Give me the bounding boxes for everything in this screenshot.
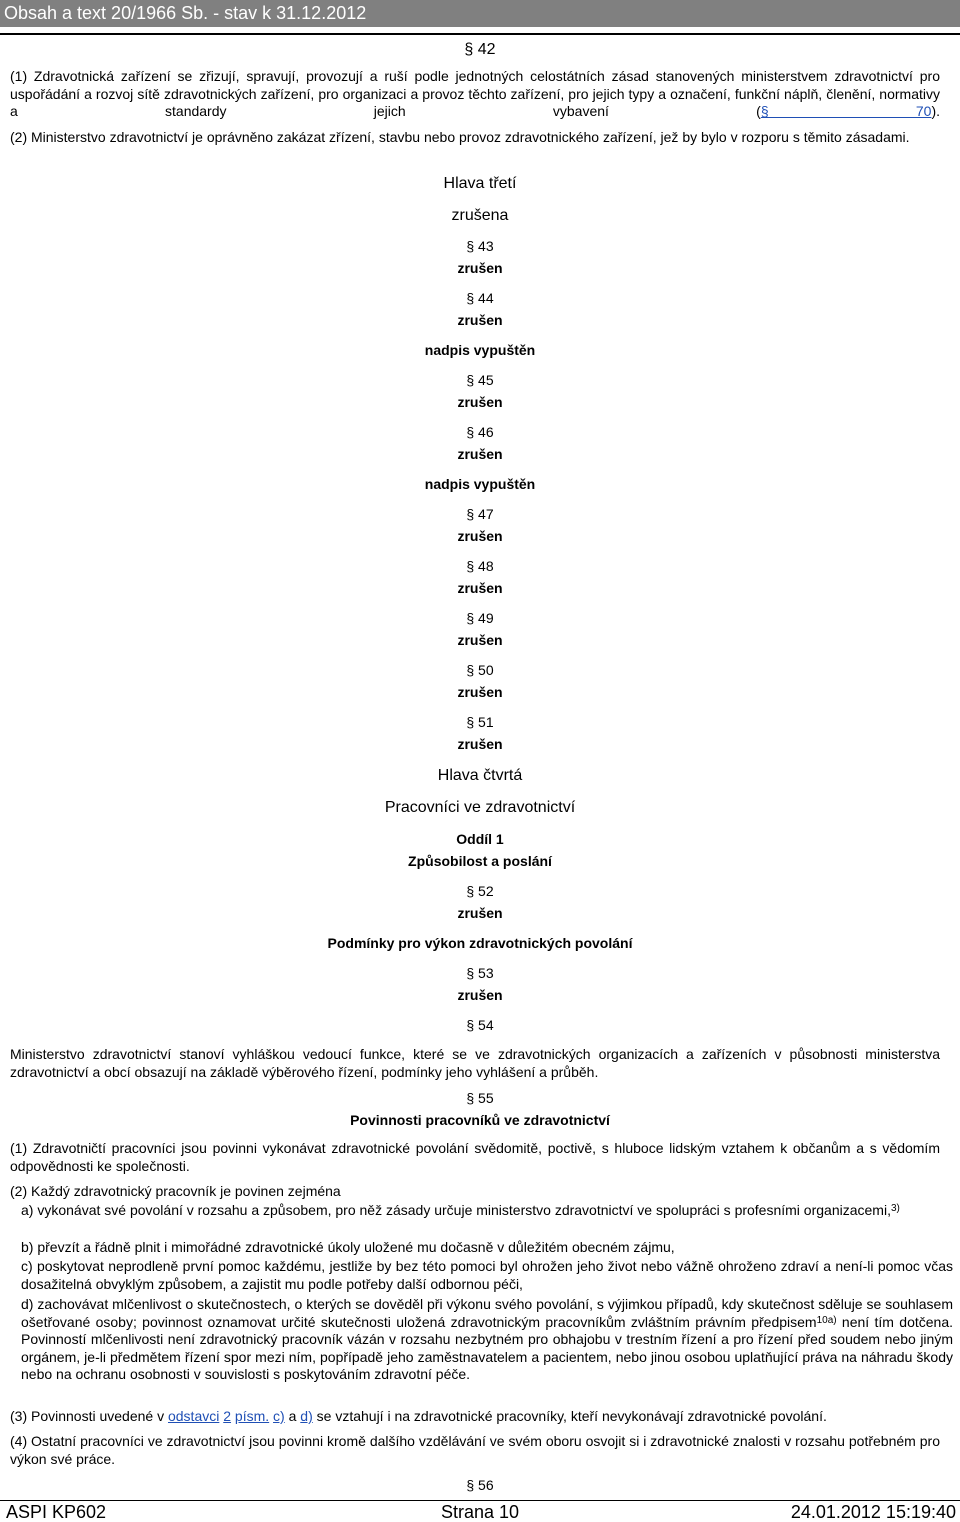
section-link[interactable]: § 70 [760, 103, 932, 119]
paragraph: (2) Ministerstvo zdravotnictví je oprávněno zakázat zřízení, stavbu nebo provoz zdravotnického zařízení, jež by bylo v rozporu s těmito zásadami. [10, 129, 910, 145]
repealed-label: zrušen [457, 580, 503, 596]
link-pismeno-d[interactable]: d) [300, 1408, 313, 1424]
link-pismeno[interactable]: písm. [234, 1408, 270, 1424]
link-odstavec[interactable]: odstavci [167, 1408, 220, 1424]
heading-removed-label: nadpis vypuštěn [424, 342, 536, 358]
link-odstavec-number[interactable]: 2 [223, 1408, 232, 1424]
section-heading: § 43 [466, 238, 494, 254]
section-heading: § 52 [466, 883, 494, 899]
section-heading: § 53 [466, 965, 494, 981]
paragraph [10, 68, 940, 121]
list-item-text: d) zachovávat mlčenlivost o skutečnostech, o kterých se dověděl při výkonu svého povolání, s výjimkou případů, kdy skutečnost sděluje se souhlasem ošetřované osoby; povinnost oznamovat určité skutečnosti uložená zdravotnickým pracovníkům zvláštním právním předpisem [21, 1296, 953, 1330]
list-item [21, 1202, 953, 1220]
footer-source: ASPI KP602 [6, 1502, 107, 1522]
chapter-title: Hlava čtvrtá [437, 767, 523, 784]
section-heading: § 51 [466, 714, 494, 730]
chapter-status: zrušena [451, 207, 509, 224]
section-heading: § 44 [466, 290, 494, 306]
chapter-title: Hlava třetí [443, 175, 517, 192]
footer-divider [0, 1500, 960, 1501]
list-item [21, 1296, 953, 1384]
section-heading: § 54 [466, 1017, 494, 1033]
repealed-label: zrušen [457, 528, 503, 544]
section-title: Povinnosti pracovníků ve zdravotnictví [350, 1112, 610, 1128]
subheading: Podmínky pro výkon zdravotnických povolání [327, 935, 633, 951]
section-heading: § 47 [466, 506, 494, 522]
list-item: b) převzít a řádně plnit i mimořádné zdravotnické úkoly uložené mu dočasně v důležitém obecném zájmu, [21, 1239, 675, 1255]
paragraph-text: (1) Zdravotnická zařízení se zřizují, spravují, provozují a ruší podle jednotných celostátních zásad stanovených ministerstvem zdravotnictví pro uspořádání a rozvoj sítě zdravotnických zařízení, pro organizaci a provoz těchto zařízení, pro jejich typy a označení, funkční náplň, členění, normativy a standardy jejich vybavení ( [10, 68, 940, 119]
paragraph [10, 1408, 940, 1426]
paragraph-text: se vztahují i na zdravotnické pracovníky, kteří nevykonávají zdravotnické povolání. [312, 1408, 827, 1424]
section-heading: § 55 [466, 1090, 494, 1106]
chapter-subtitle: Pracovníci ve zdravotnictví [384, 799, 576, 816]
paragraph: (1) Zdravotničtí pracovníci jsou povinni vykonávat zdravotnické povolání svědomitě, poctivě, s hluboce lidským vztahem k občanům a s vědomím odpovědnosti ke společnosti. [10, 1140, 940, 1174]
heading-removed-label: nadpis vypuštěn [424, 476, 536, 492]
paragraph-text: ). [931, 103, 940, 119]
section-heading: § 50 [466, 662, 494, 678]
repealed-label: zrušen [457, 987, 503, 1003]
footnote-ref[interactable]: 10a) [816, 1314, 837, 1326]
section-heading: § 42 [464, 41, 496, 58]
section-heading: § 49 [466, 610, 494, 626]
repealed-label: zrušen [457, 446, 503, 462]
section-heading: § 56 [466, 1477, 494, 1493]
footer-timestamp: 24.01.2012 15:19:40 [790, 1502, 956, 1522]
paragraph-text: (3) Povinnosti uvedené v [10, 1408, 168, 1424]
list-item-text: a) vykonávat své povolání v rozsahu a způsobem, pro něž zásady určuje ministerstvo zdravotnictví ve spolupráci s profesními organizacemi, [21, 1202, 891, 1218]
repealed-label: zrušen [457, 632, 503, 648]
repealed-label: zrušen [457, 260, 503, 276]
section-heading: § 46 [466, 424, 494, 440]
list-item-text: není tím dotčena. Povinností mlčenlivosti není zdravotnický pracovník vázán v rozsahu nezbytném pro obhajobu v trestním řízení a pro řízení před soudem nebo jiným orgánem, je-li předmětem řízení spor mezi ním, popřípadě jeho zaměstnavatelem a pacientem, nebo jinou osobou uplatňující práva na náhradu škody nebo na ochranu osobnosti v souvislosti s poskytováním zdravotní péče. [21, 1313, 953, 1382]
list-item: c) poskytovat neprodleně první pomoc každému, jestliže by bez této pomoci byl ohrožen jeho život nebo vážně ohroženo zdraví a není-li pomoc včas dosažitelná obvyklým způsobem, a zajistit mu podle potřeby další odbornou péči, [21, 1258, 953, 1292]
paragraph: (2) Každý zdravotnický pracovník je povinen zejména [10, 1183, 341, 1199]
paragraph: (4) Ostatní pracovníci ve zdravotnictví jsou povinni kromě dalšího vzdělávání ve svém oboru osvojit si i zdravotnické znalosti v rozsahu potřebném pro výkon své práce. [10, 1433, 940, 1467]
paragraph: Ministerstvo zdravotnictví stanoví vyhláškou vedoucí funkce, které se ve zdravotnických organizacích a zařízeních v působnosti ministerstva zdravotnictví a obcí obsazují na základě výběrového řízení, podmínky jeho vyhlášení a průběh. [10, 1046, 940, 1080]
section-heading: § 48 [466, 558, 494, 574]
repealed-label: zrušen [457, 394, 503, 410]
section-heading: § 45 [466, 372, 494, 388]
repealed-label: zrušen [457, 312, 503, 328]
paragraph-text: a [284, 1408, 301, 1424]
repealed-label: zrušen [457, 736, 503, 752]
link-pismeno-c[interactable]: c) [273, 1408, 285, 1424]
footnote-ref[interactable]: 3) [890, 1203, 900, 1214]
footer-page-number: Strana 10 [440, 1502, 520, 1522]
division-number: Oddíl 1 [456, 831, 504, 847]
repealed-label: zrušen [457, 684, 503, 700]
document-title: Obsah a text 20/1966 Sb. - stav k 31.12.2012 [4, 3, 367, 23]
repealed-label: zrušen [457, 905, 503, 921]
division-title: Způsobilost a poslání [408, 853, 552, 869]
